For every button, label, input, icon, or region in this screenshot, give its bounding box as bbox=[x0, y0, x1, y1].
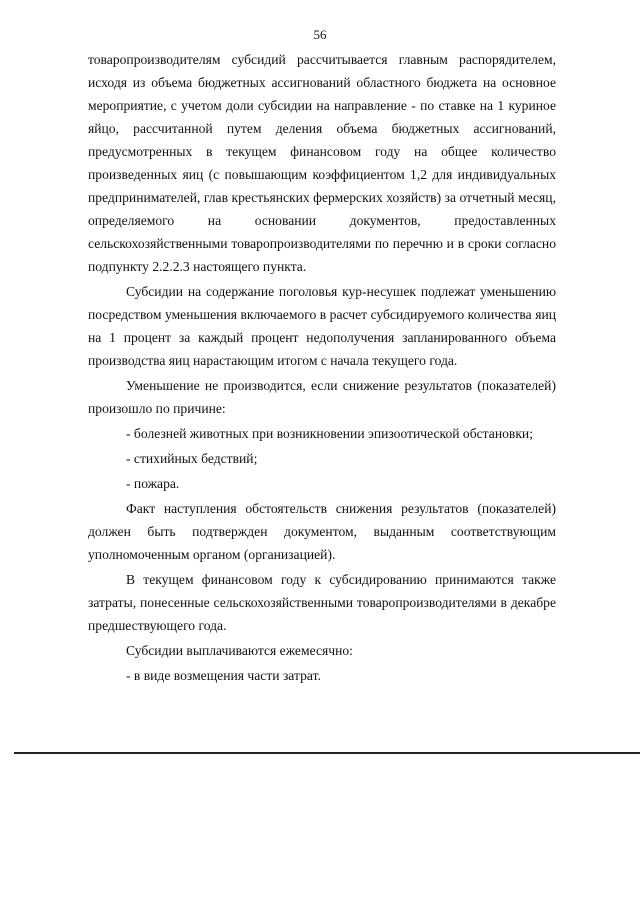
document-body bbox=[88, 48, 556, 689]
page-number: 56 bbox=[313, 27, 327, 42]
paragraph-subsidy-reduction: Субсидии на содержание поголовья кур-несушек подлежат уменьшению посредством уменьшения включаемого в расчет субсидируемого количества яиц на 1 процент за каждый процент недополучения запланированного объема производства яиц нарастающим итогом с начала текущего года. bbox=[88, 284, 556, 368]
list-item-fire: - пожара. bbox=[126, 476, 180, 491]
list-item-cost-reimbursement: - в виде возмещения части затрат. bbox=[126, 668, 321, 683]
paragraph-subsidy-calculation: товаропроизводителям субсидий рассчитывается главным распорядителем, исходя из объема бюджетных ассигнований областного бюджета на основное мероприятие, с учетом доли субсидии на направление - по ставке на 1 куриное яйцо, рассчитанной путем деления объема бюджетных ассигнований, предусмотренных в текущем финансовом году на общее количество произведенных яиц (с повышающим коэффициентом 1,2 для индивидуальных предпринимателей, глав крестьянских фермерских хозяйств) за отчетный месяц, определяемого на основании документов, предоставленных сельскохозяйственными товаропроизводителями по перечню и в сроки согласно подпункту 2.2.2.3 настоящего пункта. bbox=[88, 52, 556, 274]
paragraph-confirmation-document: Факт наступления обстоятельств снижения результатов (показателей) должен быть подтвержден документом, выданным соответствующим уполномоченным органом (организацией). bbox=[88, 501, 556, 562]
list-item-natural-disasters: - стихийных бедствий; bbox=[126, 451, 258, 466]
list-item-animal-diseases: - болезней животных при возникновении эпизоотической обстановки; bbox=[126, 426, 533, 441]
footer-divider bbox=[14, 752, 640, 754]
paragraph-previous-year-costs: В текущем финансовом году к субсидированию принимаются также затраты, понесенные сельскохозяйственными товаропроизводителями в декабре предшествующего года. bbox=[88, 572, 556, 633]
paragraph-monthly-payment: Субсидии выплачиваются ежемесячно: bbox=[126, 643, 353, 658]
paragraph-reduction-exceptions: Уменьшение не производится, если снижение результатов (показателей) произошло по причине: bbox=[88, 378, 556, 416]
